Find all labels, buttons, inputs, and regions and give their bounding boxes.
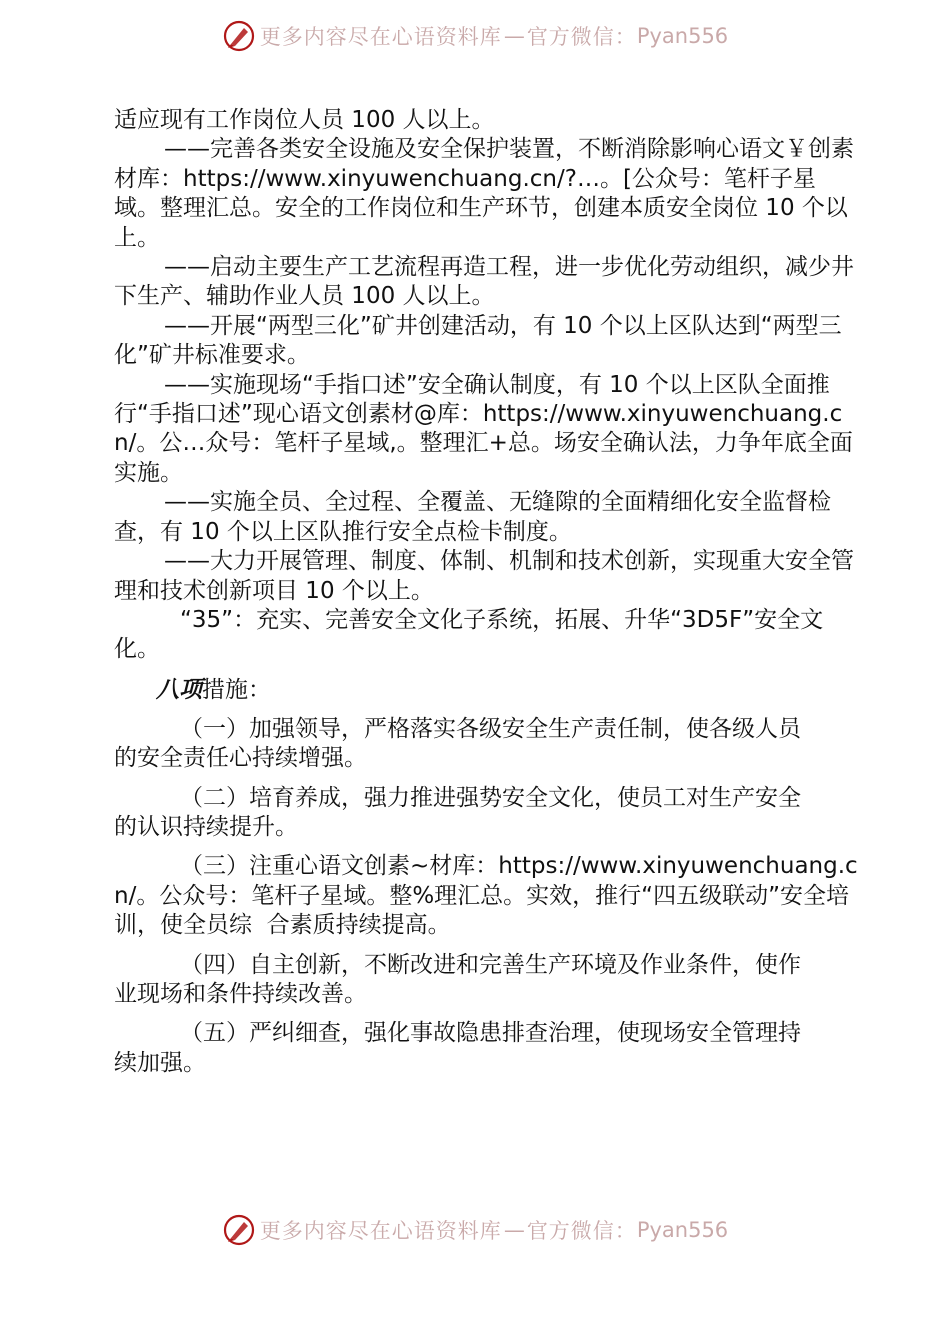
paragraph-5: ——实施现场“手指口述”安全确认制度，有 10 个以上区队全面推行“手指口述”现心语文创素材@库：https://www.xinyuwenchuang.cn/。公…众号：笔杆子星域,。整理汇+总。场安全确认法，力争年底全面实施。	[114, 371, 853, 486]
paragraph-2: ——完善各类安全设施及安全保护装置，不断消除影响心语文￥创素材库：https://www.xinyuwenchuang.cn/?…。[公众号：笔杆子星域。整理汇总。安全的工作岗位和生产环节，创建本质安全岗位 10 个以上。	[114, 136, 854, 251]
banner-wechat-label: 官方微信：	[526, 1219, 637, 1243]
section-heading	[156, 675, 860, 705]
measure-2: （二）培育养成，强力推进强势安全文化，使员工对生产安全的认识持续提升。	[114, 784, 801, 840]
paragraph-8: “35”：充实、完善安全文化子系统，拓展、升华“3D5F”安全文化。	[114, 606, 824, 663]
heading-rest: 措施：	[202, 676, 271, 703]
banner-dash: —	[503, 24, 525, 48]
paragraph-1: 适应现有工作岗位人员 100 人以上。	[114, 107, 495, 133]
banner-dash: —	[503, 1218, 525, 1242]
heading-bold: 八项	[156, 676, 202, 703]
paragraph-7: ——大力开展管理、制度、体制、机制和技术创新，实现重大安全管理和技术创新项目 10 个以上。	[114, 548, 854, 604]
header-watermark-banner	[0, 16, 950, 56]
measure-3: （三）注重心语文创素~材库：https://www.xinyuwenchuang.cn/。公众号：笔杆子星域。整%理汇总。实效，推行“四五级联动”安全培训，使全员综 合素质持续提高。	[114, 853, 858, 939]
banner-text: 更多内容尽在心语资料库	[259, 1219, 502, 1243]
measure-4: （四）自主创新，不断改进和完善生产环境及作业条件，使作业现场和条件持续改善。	[114, 951, 801, 1007]
footer-watermark-banner	[0, 1210, 950, 1250]
measure-5: （五）严纠细查，强化事故隐患排查治理，使现场安全管理持续加强。	[114, 1020, 801, 1076]
paragraph-6: ——实施全员、全过程、全覆盖、无缝隙的全面精细化安全监督检查，有 10 个以上区队推行安全点检卡制度。	[114, 489, 831, 545]
banner-text: 更多内容尽在心语资料库	[259, 25, 502, 49]
measure-1: （一）加强领导，严格落实各级安全生产责任制，使各级人员的安全责任心持续增强。	[114, 715, 801, 772]
banner-wechat-label: 官方微信：	[526, 25, 637, 49]
pen-nib-icon	[222, 1213, 256, 1247]
paragraph-4: ——开展“两型三化”矿井创建活动，有 10 个以上区队达到“两型三化”矿井标准要求。	[114, 312, 842, 369]
document-body	[114, 106, 860, 1078]
banner-wechat-id: Pyan556	[636, 1218, 729, 1242]
pen-nib-icon	[222, 19, 256, 53]
banner-wechat-id: Pyan556	[636, 24, 729, 48]
paragraph-3: ——启动主要生产工艺流程再造工程，进一步优化劳动组织，减少井下生产、辅助作业人员 100 人以上。	[114, 254, 854, 310]
